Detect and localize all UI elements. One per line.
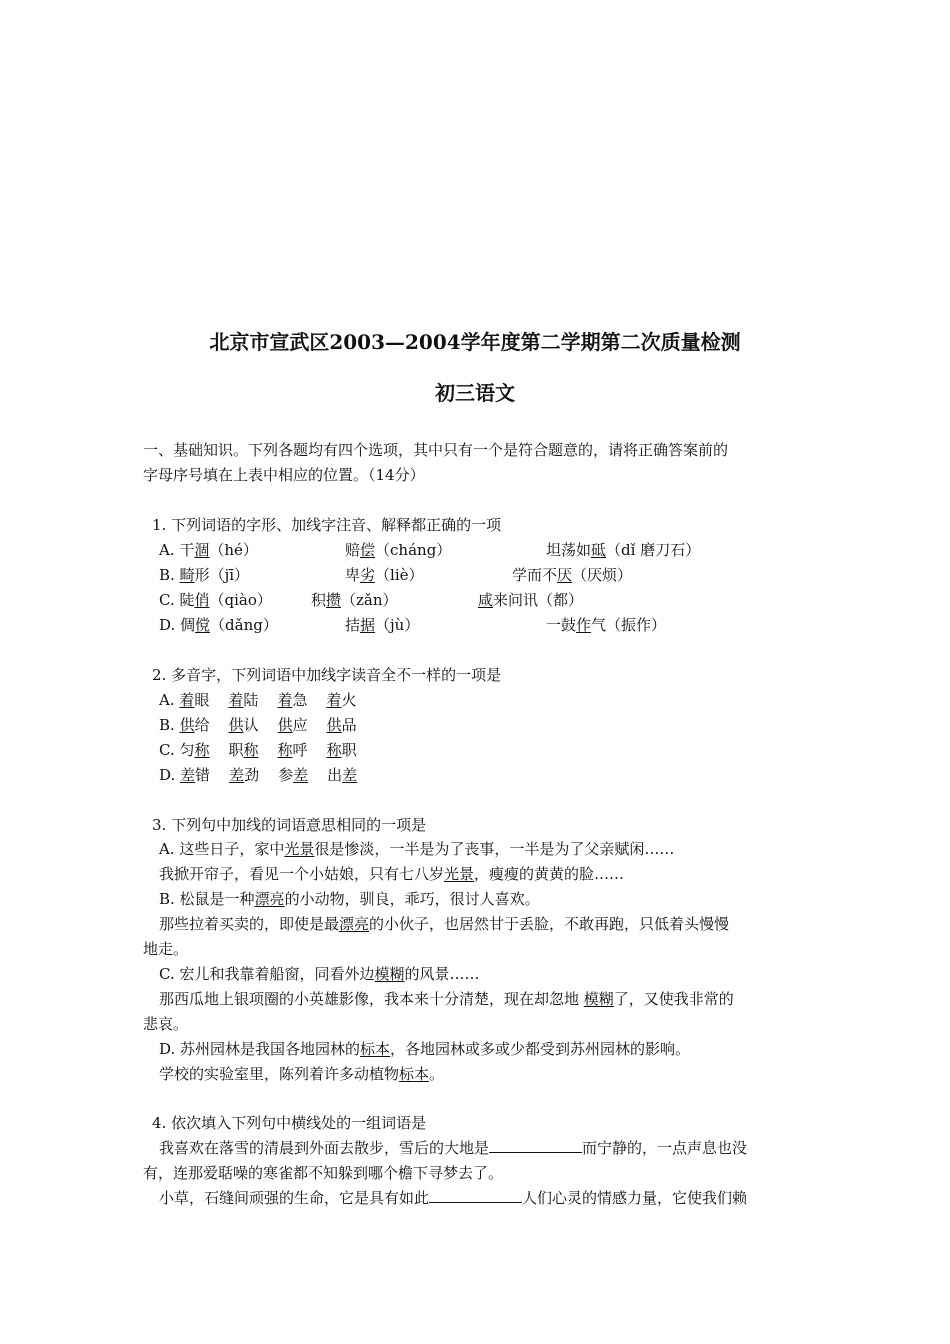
q1-option-d-item-2: 拮据（jù）: [345, 616, 420, 634]
q1-option-c-item-1: C. 陡俏（qiào）: [159, 591, 272, 609]
q1-option-d-item-1: D. 倜傥（dǎng）: [159, 616, 278, 634]
section-intro-line-1: 一、基础知识。下列各题均有四个选项，其中只有一个是符合题意的，请将正确答案前的: [143, 441, 729, 459]
q1-option-a-item-3: 坦荡如砥（dǐ 磨刀石）: [546, 541, 701, 559]
q1-option-c-item-2: 积攒（zǎn）: [311, 591, 398, 609]
q2-option-c: C. 匀称 职称 称呼 称职: [159, 741, 357, 759]
document-title: 北京市宣武区2003—2004学年度第二学期第二次质量检测: [209, 330, 741, 354]
q1-option-a-item-2: 赔偿（cháng）: [345, 541, 452, 559]
q3-option-a-sentence-2: 我掀开帘子，看见一个小姑娘，只有七八岁光景，瘦瘦的黄黄的脸……: [159, 865, 625, 883]
q4-passage-line-2: 有，连那爱聒噪的寒雀都不知躲到哪个檐下寻梦去了。: [143, 1164, 504, 1182]
q3-option-b-sentence-1: B. 松鼠是一种漂亮的小动物，驯良，乖巧，很讨人喜欢。: [159, 890, 540, 908]
q2-option-d: D. 差错 差劲 参差 出差: [159, 766, 358, 784]
fill-blank-2[interactable]: [429, 1188, 522, 1203]
q3-option-d-sentence-1: D. 苏州园林是我国各地园林的标本，各地园林或多或少都受到苏州园林的影响。: [159, 1040, 691, 1058]
document-subtitle: 初三语文: [435, 381, 515, 405]
q4-passage-line-3: 小草，石缝间顽强的生命，它是具有如此 人们心灵的情感力量，它使我们赖: [159, 1189, 748, 1207]
q1-option-c-item-3: 咸来问讯（都）: [478, 591, 584, 609]
q2-option-a: A. 着眼 着陆 着急 着火: [159, 691, 357, 709]
q3-option-b-sentence-2-cont: 地走。: [143, 940, 189, 958]
question-1-stem: 1. 下列词语的字形、加线字注音、解释都正确的一项: [152, 516, 502, 534]
q1-option-b-item-3: 学而不厌（厌烦）: [512, 566, 633, 584]
question-4-stem: 4. 依次填入下列句中横线处的一组词语是: [152, 1114, 427, 1132]
q3-option-d-sentence-2: 学校的实验室里，陈列着许多动植物标本。: [159, 1065, 445, 1083]
q3-option-a-sentence-1: A. 这些日子，家中光景很是惨淡，一半是为了丧事，一半是为了父亲赋闲……: [159, 840, 675, 858]
question-2-stem: 2. 多音字，下列词语中加线字读音全不一样的一项是: [152, 666, 502, 684]
q3-option-c-sentence-1: C. 宏儿和我靠着船窗，同看外边模糊的风景……: [159, 965, 480, 983]
q2-option-b: B. 供给 供认 供应 供品: [159, 716, 357, 734]
q1-option-b-item-2: 卑劣（liè）: [345, 566, 424, 584]
q3-option-c-sentence-2: 那西瓜地上银项圈的小英雄影像，我本来十分清楚，现在却忽地 模糊了，又使我非常的: [159, 990, 734, 1008]
q3-option-c-sentence-2-cont: 悲哀。: [143, 1015, 189, 1033]
q3-option-b-sentence-2: 那些拉着买卖的，即使是最漂亮的小伙子，也居然甘于丢脸，不敢再跑，只低着头慢慢: [159, 915, 730, 933]
q4-passage-line-1: 我喜欢在落雪的清晨到外面去散步，雪后的大地是 而宁静的，一点声息也没: [159, 1139, 748, 1157]
q1-option-a-item-1: A. 干涸（hé）: [159, 541, 258, 559]
q1-option-d-item-3: 一鼓作气（振作）: [546, 616, 667, 634]
question-3-stem: 3. 下列句中加线的词语意思相同的一项是: [152, 816, 427, 834]
q1-option-b-item-1: B. 畸形（jī）: [159, 566, 250, 584]
section-intro-line-2: 字母序号填在上表中相应的位置。（14分）: [143, 466, 425, 484]
fill-blank-1[interactable]: [489, 1138, 582, 1153]
